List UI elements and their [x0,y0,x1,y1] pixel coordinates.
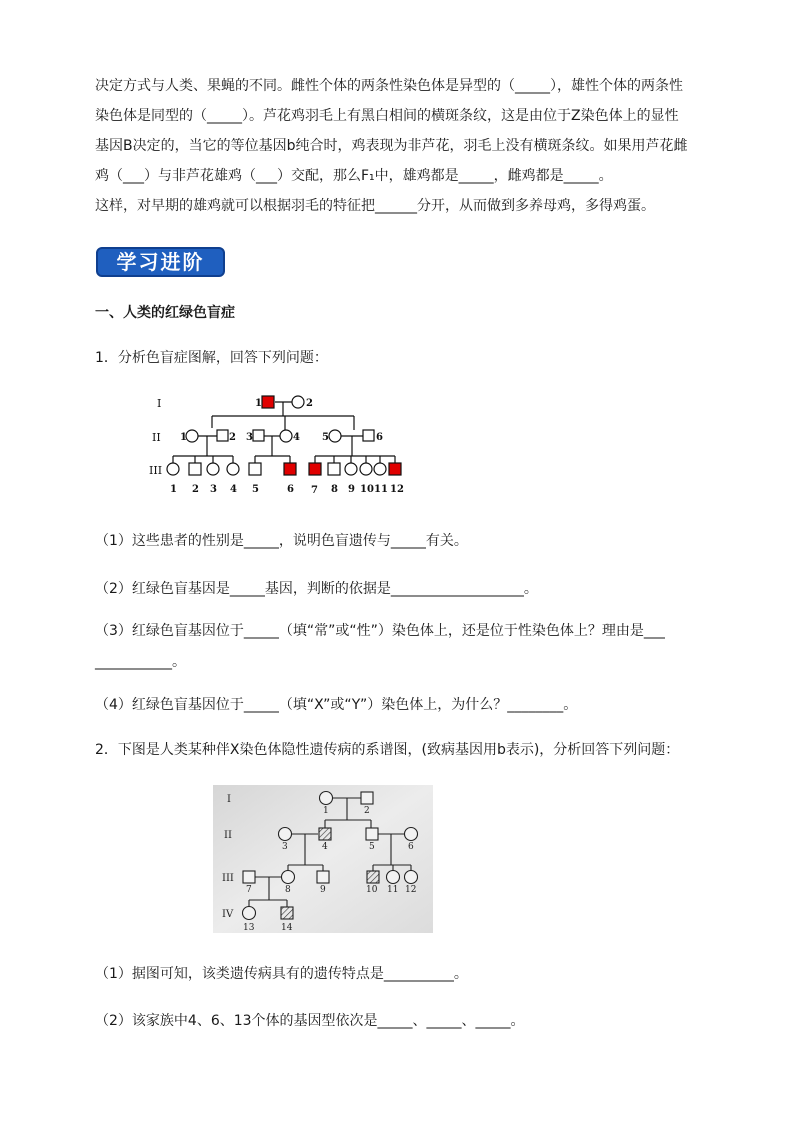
ped1-label: 2 [306,398,313,409]
ped2-label: 11 [387,885,399,895]
ped1-III-5 [249,463,261,475]
intro-line-3: 基因B决定的，当它的等位基因b纯合时，鸡表现为非芦花，羽毛上没有横斑条纹。如果用芦花雌 [95,138,688,154]
ped2-II-3 [279,828,292,841]
ped1-label: 3 [246,432,253,443]
ped1-I-2 [292,396,304,408]
ped1-label: 8 [331,484,338,495]
ped1-III-7 [309,463,321,475]
ped2-IV-13 [243,907,256,920]
intro-line-2: 染色体是同型的（_____）。芦花鸡羽毛上有黑白相间的横斑条纹，这是由位于Z染色体上的显性 [95,108,679,124]
ped2-III-7 [243,871,255,883]
ped2-label: 7 [246,885,252,895]
ped1-label: 2 [229,432,236,443]
ped1-label: 9 [348,484,355,495]
ped1-III-3 [207,463,219,475]
ped2-label: 3 [282,842,288,852]
ped2-III-10 [367,871,379,883]
ped1-label: 7 [311,485,318,496]
q1-sub3a: （3）红绿色盲基因位于_____（填“常”或“性”）染色体上，还是位于性染色体上？理由是___ [95,623,665,639]
q1-stem: 1．分析色盲症图解，回答下列问题： [95,350,328,366]
ped1-label: 6 [287,484,294,495]
ped1-II-3 [253,430,264,441]
ped2-label: 2 [364,806,370,816]
q1-sub3b: ___________。 [95,654,186,670]
ped1-label: 1 [170,484,177,495]
ped1-label: 4 [230,484,237,495]
ped1-label: 2 [192,484,199,495]
ped1-III-10 [360,463,372,475]
q1-sub2: （2）红绿色盲基因是_____基因，判断的依据是___________________。 [95,581,538,597]
intro-line-5: 这样，对早期的雄鸡就可以根据羽毛的特征把______分开，从而做到多养母鸡，多得鸡蛋。 [95,198,655,214]
ped2-label: 8 [285,885,291,895]
ped2-II-4 [319,828,331,840]
ped2-label: 6 [408,842,414,852]
q2-sub2: （2）该家族中4、6、13个体的基因型依次是_____、_____、_____。 [95,1013,525,1029]
ped1-label: 1 [255,398,262,409]
ped1-III-4 [227,463,239,475]
pedigree-chart-2 [213,785,433,933]
ped1-II-6 [363,430,374,441]
section-title: 一、人类的红绿色盲症 [95,305,235,321]
q2-stem: 2．下图是人类某种伴X染色体隐性遗传病的系谱图，(致病基因用b表示)，分析回答下列问题： [95,742,680,758]
ped2-label: 12 [405,885,417,895]
ped1-III-2 [189,463,201,475]
ped2-III-12 [405,871,418,884]
ped1-gen-label: III [149,464,163,477]
ped1-II-2 [217,430,228,441]
ped1-label: 11 [374,484,388,495]
ped1-III-9 [345,463,357,475]
ped2-label: 10 [366,885,378,895]
ped1-label: 4 [293,432,300,443]
ped1-label: 6 [376,432,383,443]
ped2-gen-label: III [222,873,234,884]
section-banner: 学习进阶 [96,247,225,277]
ped2-I-1 [320,792,333,805]
ped2-I-2 [361,792,373,804]
ped1-label: 10 [360,484,374,495]
ped1-label: 12 [390,484,404,495]
q1-sub1: （1）这些患者的性别是_____，说明色盲遗传与_____有关。 [95,533,468,549]
ped1-II-4 [280,430,292,442]
q1-sub4: （4）红绿色盲基因位于_____（填“X”或“Y”）染色体上，为什么？________。 [95,697,578,713]
ped2-II-6 [405,828,418,841]
ped2-gen-label: I [227,794,231,805]
ped2-label: 14 [281,923,293,933]
ped2-label: 9 [320,885,326,895]
ped1-III-8 [328,463,340,475]
ped2-label: 5 [369,842,375,852]
ped1-label: 5 [252,484,259,495]
q2-sub1: （1）据图可知，该类遗传病具有的遗传特点是__________。 [95,966,468,982]
intro-line-4: 鸡（___）与非芦花雄鸡（___）交配，那么F₁中，雄鸡都是_____，雌鸡都是_____。 [95,168,613,184]
intro-line-1: 决定方式与人类、果蝇的不同。雌性个体的两条性染色体是异型的（_____），雄性个体的两条性 [95,78,683,94]
ped1-II-5 [329,430,341,442]
ped1-gen-label: I [157,397,162,410]
ped1-III-6 [284,463,296,475]
ped1-I-1 [262,396,274,408]
ped1-III-12 [389,463,401,475]
ped1-III-11 [374,463,386,475]
ped2-label: 13 [243,923,255,933]
pedigree-chart-1 [140,385,420,500]
ped2-label: 4 [322,842,328,852]
intro-paragraph [95,71,705,221]
ped1-label: 3 [210,484,217,495]
ped1-III-1 [167,463,179,475]
ped1-label: 5 [322,432,329,443]
ped2-II-5 [366,828,378,840]
ped2-III-8 [282,871,295,884]
ped1-label: 1 [180,432,187,443]
ped1-II-1 [186,430,198,442]
ped2-IV-14 [281,907,293,919]
ped2-gen-label: II [224,830,232,841]
ped2-III-11 [387,871,400,884]
ped2-gen-label: IV [222,909,234,920]
ped2-label: 1 [323,806,329,816]
ped1-gen-label: II [152,431,161,444]
ped2-III-9 [317,871,329,883]
